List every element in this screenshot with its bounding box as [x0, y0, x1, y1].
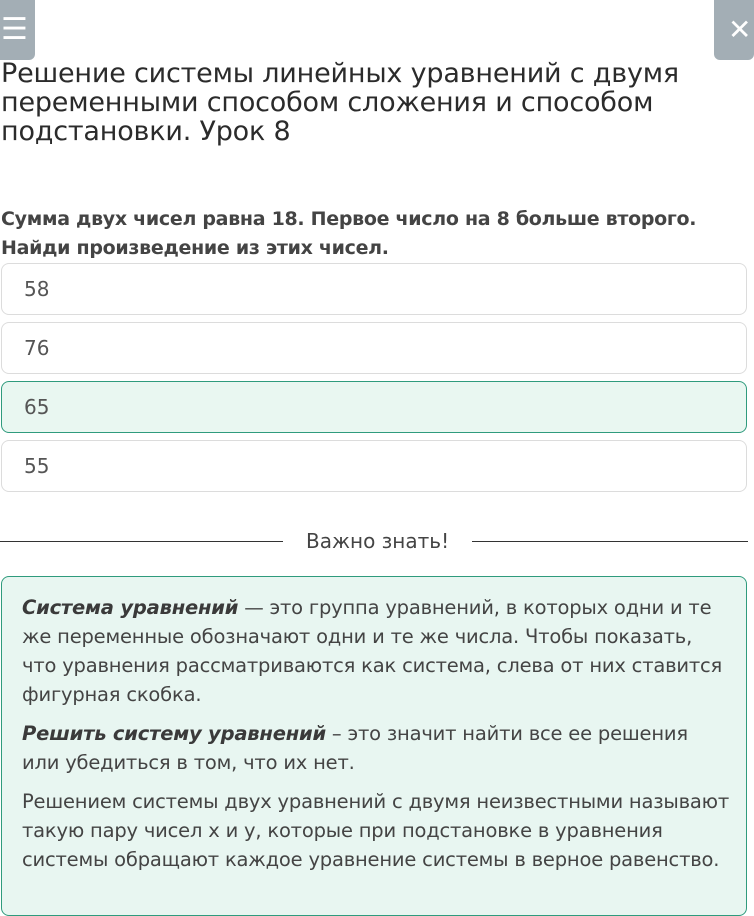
answer-option-label: 65: [24, 395, 50, 419]
answer-option-2[interactable]: [1, 322, 747, 374]
important-heading: Важно знать!: [306, 529, 450, 553]
question-text: Сумма двух чисел равна 18. Первое число на 8 больше второго. Найди произведение из этих чисел.: [1, 208, 697, 259]
menu-button[interactable]: [0, 0, 35, 60]
info-paragraph-solve: [22, 719, 730, 777]
term-system-of-equations: Система уравнений: [22, 596, 239, 619]
answer-option-label: 58: [24, 277, 50, 301]
divider-line-right: [472, 541, 748, 542]
info-paragraph-solution: Решением системы двух уравнений с двумя неизвестными называют такую пару чисел x и y, которые при подстановке в уравнения системы обращают каждое уравнение системы в верное равенство.: [22, 790, 729, 871]
close-icon: ✕: [728, 13, 752, 46]
divider-line-left: [0, 541, 283, 542]
answer-option-4[interactable]: [1, 440, 747, 492]
lesson-title: Решение системы линейных уравнений с двумя переменными способом сложения и способом подстановки. Урок 8: [1, 58, 679, 147]
definition-text: — это группа уравнений, в которых одни и те же переменные обозначают одни и те же числа. Чтобы показать, что уравнения рассматриваются как система, слева от них ставится фигурная скобка.: [22, 596, 723, 706]
answer-option-label: 55: [24, 454, 50, 478]
hamburger-menu-icon: ☰: [1, 12, 28, 47]
close-button[interactable]: [714, 0, 754, 60]
info-paragraph-system: [22, 593, 730, 709]
answer-option-label: 76: [24, 336, 50, 360]
answer-options: [1, 263, 747, 499]
answer-option-3-selected[interactable]: [1, 381, 747, 433]
info-box: [1, 576, 747, 916]
answer-option-1[interactable]: [1, 263, 747, 315]
definition-text: – это значит найти все ее решения или убедиться в том, что их нет.: [22, 722, 688, 774]
term-solve-system: Решить систему уравнений: [22, 722, 326, 745]
section-divider: [0, 524, 748, 558]
